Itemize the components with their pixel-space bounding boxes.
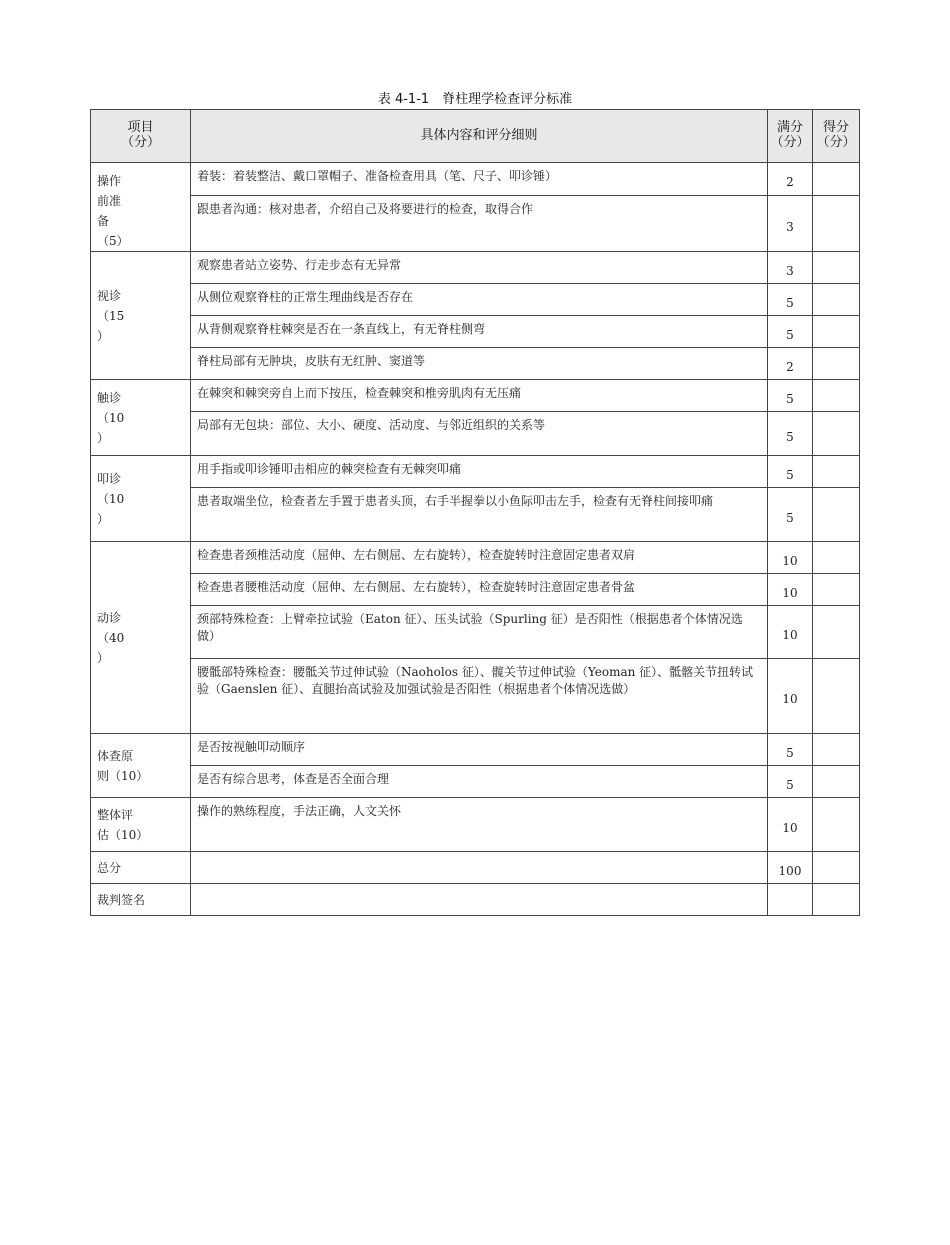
full-score-cell: 2 <box>768 348 813 380</box>
category-label: 整体评 估（10） <box>97 807 149 842</box>
category-cell <box>91 380 191 456</box>
obtained-score-cell[interactable] <box>813 798 860 852</box>
criteria-cell: 从侧位观察脊柱的正常生理曲线是否存在 <box>191 284 768 316</box>
table-row <box>91 284 860 316</box>
table-row <box>91 734 860 766</box>
full-score-cell: 10 <box>768 574 813 606</box>
criteria-cell: 检查患者腰椎活动度（屈伸、左右侧屈、左右旋转），检查旋转时注意固定患者骨盆 <box>191 574 768 606</box>
obtained-score-cell[interactable] <box>813 659 860 734</box>
criteria-cell: 从背侧观察脊柱棘突是否在一条直线上，有无脊柱侧弯 <box>191 316 768 348</box>
obtained-score-cell[interactable] <box>813 196 860 252</box>
table-row <box>91 348 860 380</box>
full-score-cell: 10 <box>768 542 813 574</box>
table-row <box>91 412 860 456</box>
full-score-cell: 3 <box>768 252 813 284</box>
header-item: 项目 （分） <box>91 110 191 163</box>
full-score-cell: 5 <box>768 766 813 798</box>
full-score-cell: 5 <box>768 380 813 412</box>
criteria-cell: 是否按视触叩动顺序 <box>191 734 768 766</box>
table-row <box>91 488 860 542</box>
header-content: 具体内容和评分细则 <box>191 110 768 163</box>
criteria-cell: 颈部特殊检查：上臂牵拉试验（Eaton 征）、压头试验（Spurling 征）是否阳性（根据患者个体情况选做） <box>191 606 768 659</box>
category-label: 总分 <box>97 860 122 875</box>
table-row <box>91 456 860 488</box>
full-score-cell: 5 <box>768 488 813 542</box>
scoring-table <box>90 109 860 916</box>
full-score-cell: 100 <box>768 852 813 884</box>
criteria-cell: 患者取端坐位，检查者左手置于患者头顶，右手半握拳以小鱼际叩击左手，检查有无脊柱间接叩痛 <box>191 488 768 542</box>
obtained-score-cell[interactable] <box>813 252 860 284</box>
table-row <box>91 542 860 574</box>
table-row <box>91 316 860 348</box>
full-score-cell: 5 <box>768 412 813 456</box>
full-score-cell: 10 <box>768 659 813 734</box>
obtained-score-cell[interactable] <box>813 734 860 766</box>
full-score-cell: 3 <box>768 196 813 252</box>
category-cell <box>91 884 191 916</box>
criteria-cell: 局部有无包块：部位、大小、硬度、活动度、与邻近组织的关系等 <box>191 412 768 456</box>
category-cell <box>91 456 191 542</box>
table-caption: 表 4-1-1 脊柱理学检查评分标准 <box>377 92 573 107</box>
full-score-cell <box>768 884 813 916</box>
obtained-score-cell[interactable] <box>813 574 860 606</box>
table-row <box>91 798 860 852</box>
obtained-score-cell[interactable] <box>813 884 860 916</box>
category-cell <box>91 163 191 252</box>
criteria-cell: 着装：着装整洁、戴口罩帽子、准备检查用具（笔、尺子、叩诊锤） <box>191 163 768 196</box>
criteria-cell: 是否有综合思考，体查是否全面合理 <box>191 766 768 798</box>
category-label: 视诊 （15 ） <box>97 288 125 343</box>
category-label: 体查原 则（10） <box>97 748 149 783</box>
criteria-cell: 腰骶部特殊检查：腰骶关节过伸试验（Naoholos 征）、髋关节过伸试验（Yeoman 征）、骶髂关节扭转试验（Gaenslen 征）、直腿抬高试验及加强试验是否阳性（根据患者个体情况选做） <box>191 659 768 734</box>
obtained-score-cell[interactable] <box>813 380 860 412</box>
full-score-cell: 10 <box>768 606 813 659</box>
category-cell <box>91 798 191 852</box>
category-cell <box>91 852 191 884</box>
category-cell <box>91 542 191 734</box>
table-row <box>91 766 860 798</box>
category-cell <box>91 734 191 798</box>
obtained-score-cell[interactable] <box>813 542 860 574</box>
header-row <box>91 110 860 163</box>
criteria-cell: 用手指或叩诊锤叩击相应的棘突检查有无棘突叩痛 <box>191 456 768 488</box>
full-score-cell: 5 <box>768 316 813 348</box>
category-label: 操作 前准 备 （5） <box>97 174 129 248</box>
criteria-cell: 检查患者颈椎活动度（屈伸、左右侧屈、左右旋转），检查旋转时注意固定患者双肩 <box>191 542 768 574</box>
table-row <box>91 252 860 284</box>
table-row <box>91 163 860 196</box>
obtained-score-cell[interactable] <box>813 456 860 488</box>
table-row <box>91 884 860 916</box>
obtained-score-cell[interactable] <box>813 606 860 659</box>
full-score-cell: 5 <box>768 284 813 316</box>
category-cell <box>91 252 191 380</box>
obtained-score-cell[interactable] <box>813 488 860 542</box>
criteria-cell: 脊柱局部有无肿块，皮肤有无红肿、窦道等 <box>191 348 768 380</box>
table-row <box>91 196 860 252</box>
category-label: 裁判签名 <box>97 892 146 907</box>
table-row <box>91 606 860 659</box>
full-score-cell: 2 <box>768 163 813 196</box>
obtained-score-cell[interactable] <box>813 852 860 884</box>
table-row <box>91 380 860 412</box>
category-label: 动诊 （40 ） <box>97 610 125 665</box>
criteria-cell: 跟患者沟通：核对患者，介绍自己及将要进行的检查，取得合作 <box>191 196 768 252</box>
full-score-cell: 5 <box>768 734 813 766</box>
obtained-score-cell[interactable] <box>813 284 860 316</box>
obtained-score-cell[interactable] <box>813 163 860 196</box>
table-row <box>91 852 860 884</box>
obtained-score-cell[interactable] <box>813 766 860 798</box>
criteria-cell: 在棘突和棘突旁自上而下按压，检查棘突和椎旁肌肉有无压痛 <box>191 380 768 412</box>
obtained-score-cell[interactable] <box>813 412 860 456</box>
obtained-score-cell[interactable] <box>813 316 860 348</box>
criteria-cell <box>191 884 768 916</box>
criteria-cell: 操作的熟练程度，手法正确，人文关怀 <box>191 798 768 852</box>
full-score-cell: 5 <box>768 456 813 488</box>
full-score-cell: 10 <box>768 798 813 852</box>
header-full-score: 满分 （分） <box>768 110 813 163</box>
table-row <box>91 574 860 606</box>
category-label: 触诊 （10 ） <box>97 390 125 445</box>
header-obtained-score: 得分 （分） <box>813 110 860 163</box>
criteria-cell: 观察患者站立姿势、行走步态有无异常 <box>191 252 768 284</box>
table-row <box>91 659 860 734</box>
criteria-cell <box>191 852 768 884</box>
category-label: 叩诊 （10 ） <box>97 471 125 526</box>
obtained-score-cell[interactable] <box>813 348 860 380</box>
